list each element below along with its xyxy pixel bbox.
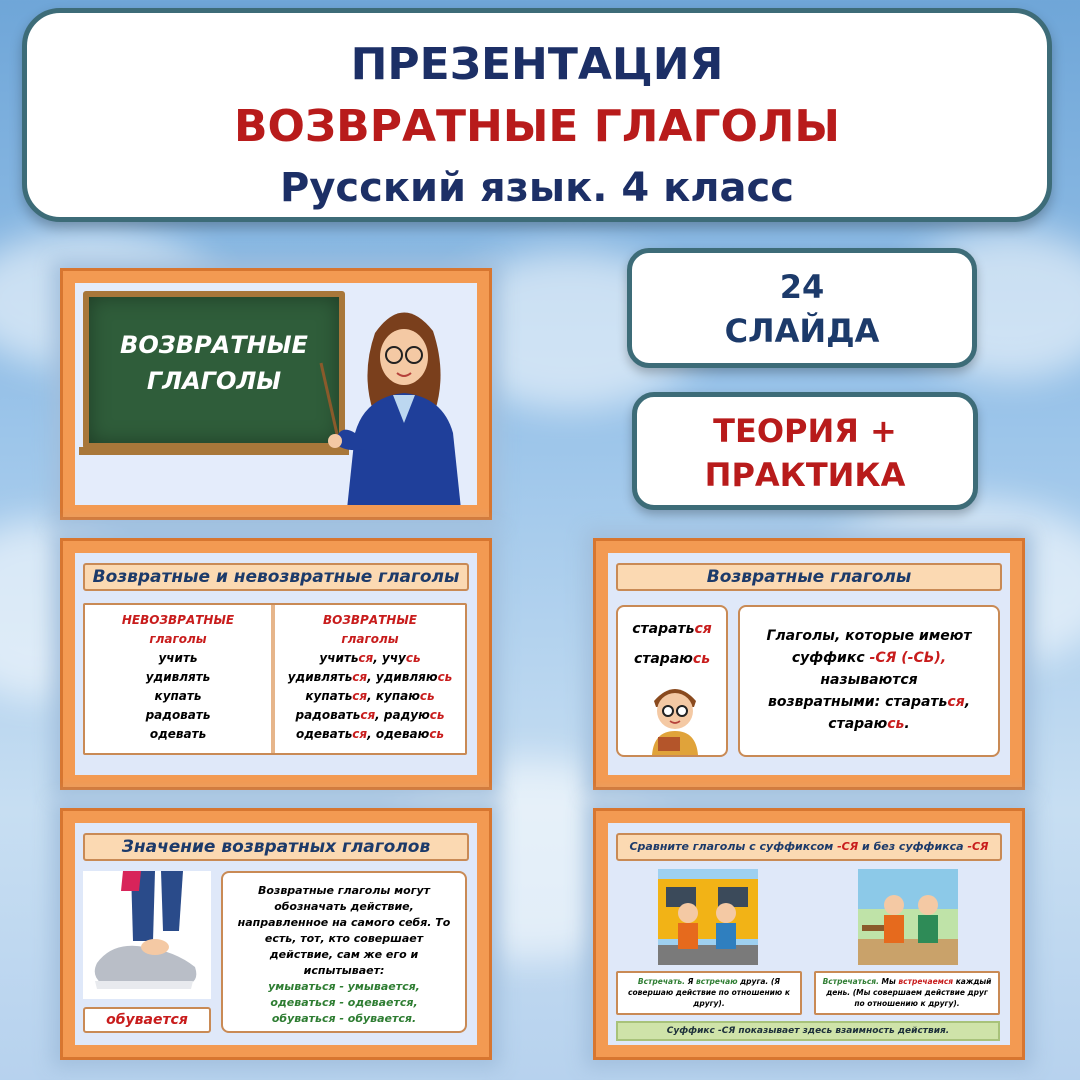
slide-count-label: СЛАЙДА	[724, 312, 880, 350]
example-word: стараюсь	[633, 651, 711, 667]
verb-pair: одеваться, одеваюсь	[295, 727, 445, 741]
caption-box	[83, 1007, 211, 1033]
shoe-icon	[83, 871, 211, 999]
conclusion-text: Суффикс -СЯ показывает здесь взаимность действия.	[666, 1026, 950, 1036]
example-line: одеваться - одевается,	[270, 996, 418, 1009]
boy-reading-illustration	[640, 677, 710, 755]
slide-preview-definition	[593, 538, 1025, 790]
slide-count-badge	[627, 248, 977, 368]
example-left: Встречать. Я встречаю друга. (Я совершаю действие по отношению к другу).	[616, 971, 802, 1015]
theory-label: ТЕОРИЯ +	[713, 412, 897, 450]
returnable-column	[275, 611, 465, 744]
comparison-table	[83, 603, 467, 755]
verb-item: удивлять	[145, 670, 211, 684]
verb-pair: радоваться, радуюсь	[295, 708, 445, 722]
returnable-heading-sub: глаголы	[341, 632, 399, 646]
theory-practice-badge	[632, 392, 978, 510]
example-right: Встречаться. Мы встречаемся каждый день. (Мы совершаем действие друг по отношению к другу).	[814, 971, 1000, 1015]
chalkboard-line1: ВОЗВРАТНЫЕ	[120, 331, 308, 359]
definition-line: называются	[820, 672, 918, 688]
definition-line: Глаголы, которые имеют	[766, 628, 972, 644]
teacher-illustration	[315, 293, 477, 505]
slide-title: Возвратные глаголы	[616, 563, 1002, 591]
title-subject: Русский язык. 4 класс	[280, 165, 794, 211]
verb-item: учить	[158, 651, 198, 665]
slide-title: Сравните глаголы с суффиксом -СЯ и без суффикса -СЯ	[616, 833, 1002, 861]
park-bench-illustration	[858, 869, 958, 965]
slide-preview-compare	[593, 808, 1025, 1060]
non-returnable-heading: НЕВОЗВРАТНЫЕ	[121, 613, 235, 627]
definition-line: возвратными: стараться,	[767, 694, 971, 710]
title-presentation: ПРЕЗЕНТАЦИЯ	[350, 39, 724, 90]
verb-item: радовать	[145, 708, 211, 722]
verb-pair: удивляться, удивляюсь	[287, 670, 453, 684]
returnable-heading: ВОЗВРАТНЫЕ	[323, 613, 417, 627]
definition-card	[738, 605, 1000, 757]
verb-item: купать	[154, 689, 202, 703]
slide-preview-title	[60, 268, 492, 520]
slide-count-number: 24	[779, 268, 825, 306]
example-card	[616, 605, 728, 757]
verb-pair: учиться, учусь	[319, 651, 421, 665]
title-banner	[22, 8, 1052, 222]
definition-line: стараюсь.	[828, 716, 910, 732]
board-ledge	[79, 447, 349, 455]
non-returnable-column	[85, 611, 271, 744]
bus-stop-illustration	[658, 869, 758, 965]
slide-preview-comparison	[60, 538, 492, 790]
non-returnable-heading-sub: глаголы	[149, 632, 207, 646]
chalkboard	[83, 291, 345, 449]
caption: обувается	[106, 1012, 188, 1028]
shoe-illustration	[83, 871, 211, 999]
meaning-card	[221, 871, 467, 1033]
definition-line: суффикс -СЯ (-СЬ),	[791, 650, 947, 666]
verb-item: одевать	[149, 727, 207, 741]
meaning-text: Возвратные глаголы могут обозначать действие, направленное на самого себя. То есть, тот, кто совершает действие, сам же его и испытывает:	[237, 884, 451, 977]
slide-title: Возвратные и невозвратные глаголы	[83, 563, 469, 591]
slide-title: Значение возвратных глаголов	[83, 833, 469, 861]
example-line: обуваться - обувается.	[271, 1012, 417, 1025]
example-line: умываться - умывается,	[268, 980, 420, 993]
example-word: стараться	[632, 621, 712, 637]
conclusion-bar	[616, 1021, 1000, 1041]
title-topic: ВОЗВРАТНЫЕ ГЛАГОЛЫ	[233, 101, 841, 152]
verb-pair: купаться, купаюсь	[305, 689, 435, 703]
chalkboard-line2: ГЛАГОЛЫ	[146, 367, 282, 395]
slide-preview-meaning	[60, 808, 492, 1060]
practice-label: ПРАКТИКА	[704, 456, 906, 494]
